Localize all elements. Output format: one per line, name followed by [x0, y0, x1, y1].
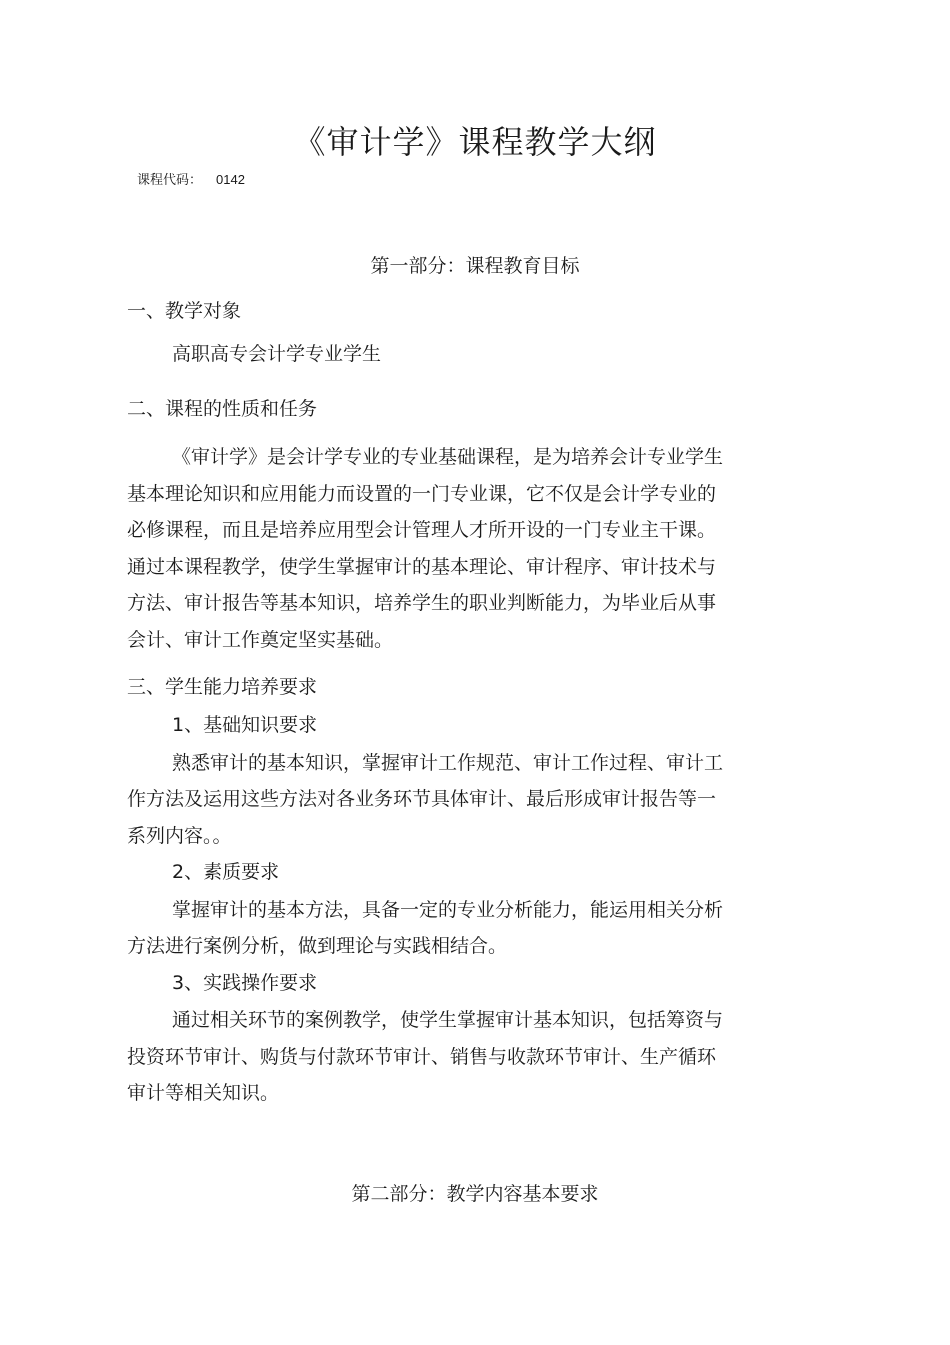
requirement-line: 掌握审计的基本方法，具备一定的专业分析能力，能运用相关分析	[172, 899, 724, 921]
section2-line: 《审计学》是会计学专业的专业基础课程，是为培养会计专业学生	[172, 446, 724, 468]
section1-heading: 一、教学对象	[127, 300, 242, 322]
section1-content: 高职高专会计学专业学生	[172, 343, 382, 365]
requirement-subheading: 2、素质要求	[172, 861, 280, 883]
requirement-subheading: 1、基础知识要求	[172, 714, 318, 736]
section3-heading: 三、学生能力培养要求	[127, 676, 318, 698]
section2-heading: 二、课程的性质和任务	[127, 398, 318, 420]
requirement-line: 系列内容。。	[127, 825, 232, 847]
course-code	[137, 171, 245, 190]
document-title: 《审计学》课程教学大纲	[293, 123, 657, 161]
section2-line: 会计、审计工作奠定坚实基础。	[127, 629, 394, 651]
requirement-line: 投资环节审计、购货与付款环节审计、销售与收款环节审计、生产循环	[127, 1046, 717, 1068]
part1-title: 第一部分：课程教育目标	[370, 255, 580, 277]
requirement-line: 方法进行案例分析，做到理论与实践相结合。	[127, 935, 508, 957]
section2-line: 方法、审计报告等基本知识，培养学生的职业判断能力，为毕业后从事	[127, 592, 717, 614]
requirement-line: 作方法及运用这些方法对各业务环节具体审计、最后形成审计报告等一	[127, 788, 717, 810]
course-code-value: 0142	[216, 172, 245, 187]
requirement-line: 熟悉审计的基本知识，掌握审计工作规范、审计工作过程、审计工	[172, 752, 724, 774]
course-code-label: 课程代码：	[137, 173, 203, 188]
section2-line: 通过本课程教学，使学生掌握审计的基本理论、审计程序、审计技术与	[127, 556, 717, 578]
requirement-subheading: 3、实践操作要求	[172, 972, 318, 994]
part2-title: 第二部分：教学内容基本要求	[351, 1183, 599, 1205]
section2-line: 必修课程，而且是培养应用型会计管理人才所开设的一门专业主干课。	[127, 519, 717, 541]
section2-line: 基本理论知识和应用能力而设置的一门专业课，它不仅是会计学专业的	[127, 483, 717, 505]
requirement-line: 审计等相关知识。	[127, 1082, 280, 1104]
requirement-line: 通过相关环节的案例教学，使学生掌握审计基本知识，包括筹资与	[172, 1009, 724, 1031]
